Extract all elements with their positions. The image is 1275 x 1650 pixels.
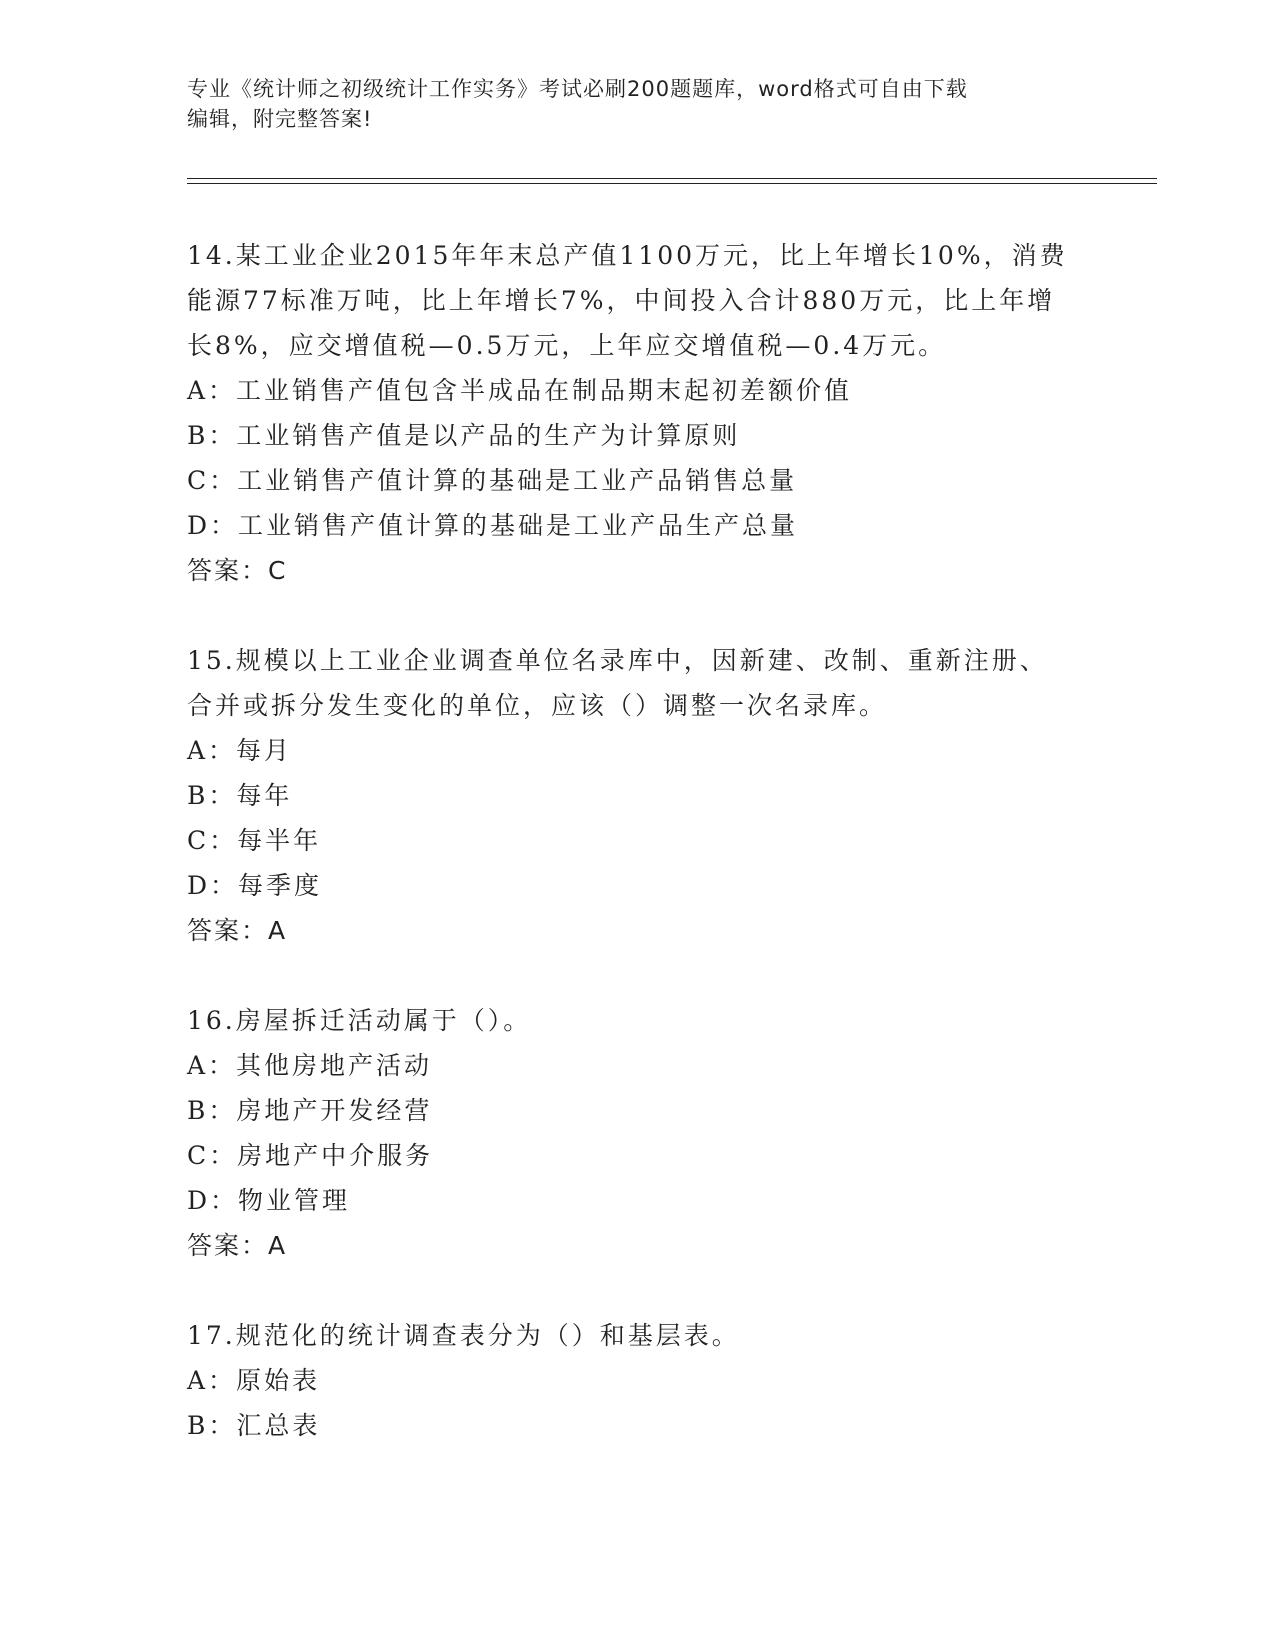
question-15-answer: 答案：A xyxy=(187,916,288,945)
question-15-option-a: A：每月 xyxy=(187,736,293,765)
question-14-stem-line-1: 14.某工业企业2015年年末总产值1100万元，比上年增长10%，消费 xyxy=(187,241,1068,270)
question-17-option-b: B：汇总表 xyxy=(187,1411,321,1440)
header-line-1: 专业《统计师之初级统计工作实务》考试必刷200题题库，word格式可自由下载 xyxy=(187,77,968,101)
question-17-option-a: A：原始表 xyxy=(187,1366,321,1395)
question-14-stem-line-3: 长8%，应交增值税—0.5万元，上年应交增值税—0.4万元。 xyxy=(187,331,947,360)
question-16-option-b: B：房地产开发经营 xyxy=(187,1096,433,1125)
question-15-option-d: D：每季度 xyxy=(187,871,323,900)
question-15-option-b: B：每年 xyxy=(187,781,293,810)
document-header xyxy=(187,74,1087,134)
question-14-option-d: D：工业销售产值计算的基础是工业产品生产总量 xyxy=(187,511,799,540)
question-15-stem-line-1: 15.规模以上工业企业调查单位名录库中，因新建、改制、重新注册、 xyxy=(187,646,1048,675)
question-15-stem-line-2: 合并或拆分发生变化的单位，应该（）调整一次名录库。 xyxy=(187,691,888,720)
header-divider-top xyxy=(187,178,1157,179)
question-14-answer: 答案：C xyxy=(187,556,288,585)
question-16-stem-line-1: 16.房屋拆迁活动属于（）。 xyxy=(187,1006,532,1035)
question-17-stem-line-1: 17.规范化的统计调查表分为（）和基层表。 xyxy=(187,1321,740,1350)
question-14-option-c: C：工业销售产值计算的基础是工业产品销售总量 xyxy=(187,466,798,495)
header-divider-bottom xyxy=(187,183,1157,184)
question-16-answer: 答案：A xyxy=(187,1231,288,1260)
question-14-option-a: A：工业销售产值包含半成品在制品期末起初差额价值 xyxy=(187,376,853,405)
question-14-stem-line-2: 能源77标准万吨，比上年增长7%，中间投入合计880万元，比上年增 xyxy=(187,286,1056,315)
header-line-2: 编辑，附完整答案! xyxy=(187,107,373,131)
question-15-option-c: C：每半年 xyxy=(187,826,322,855)
question-16-option-a: A：其他房地产活动 xyxy=(187,1051,433,1080)
question-16-option-d: D：物业管理 xyxy=(187,1186,351,1215)
question-14-option-b: B：工业销售产值是以产品的生产为计算原则 xyxy=(187,421,741,450)
question-16-option-c: C：房地产中介服务 xyxy=(187,1141,434,1170)
